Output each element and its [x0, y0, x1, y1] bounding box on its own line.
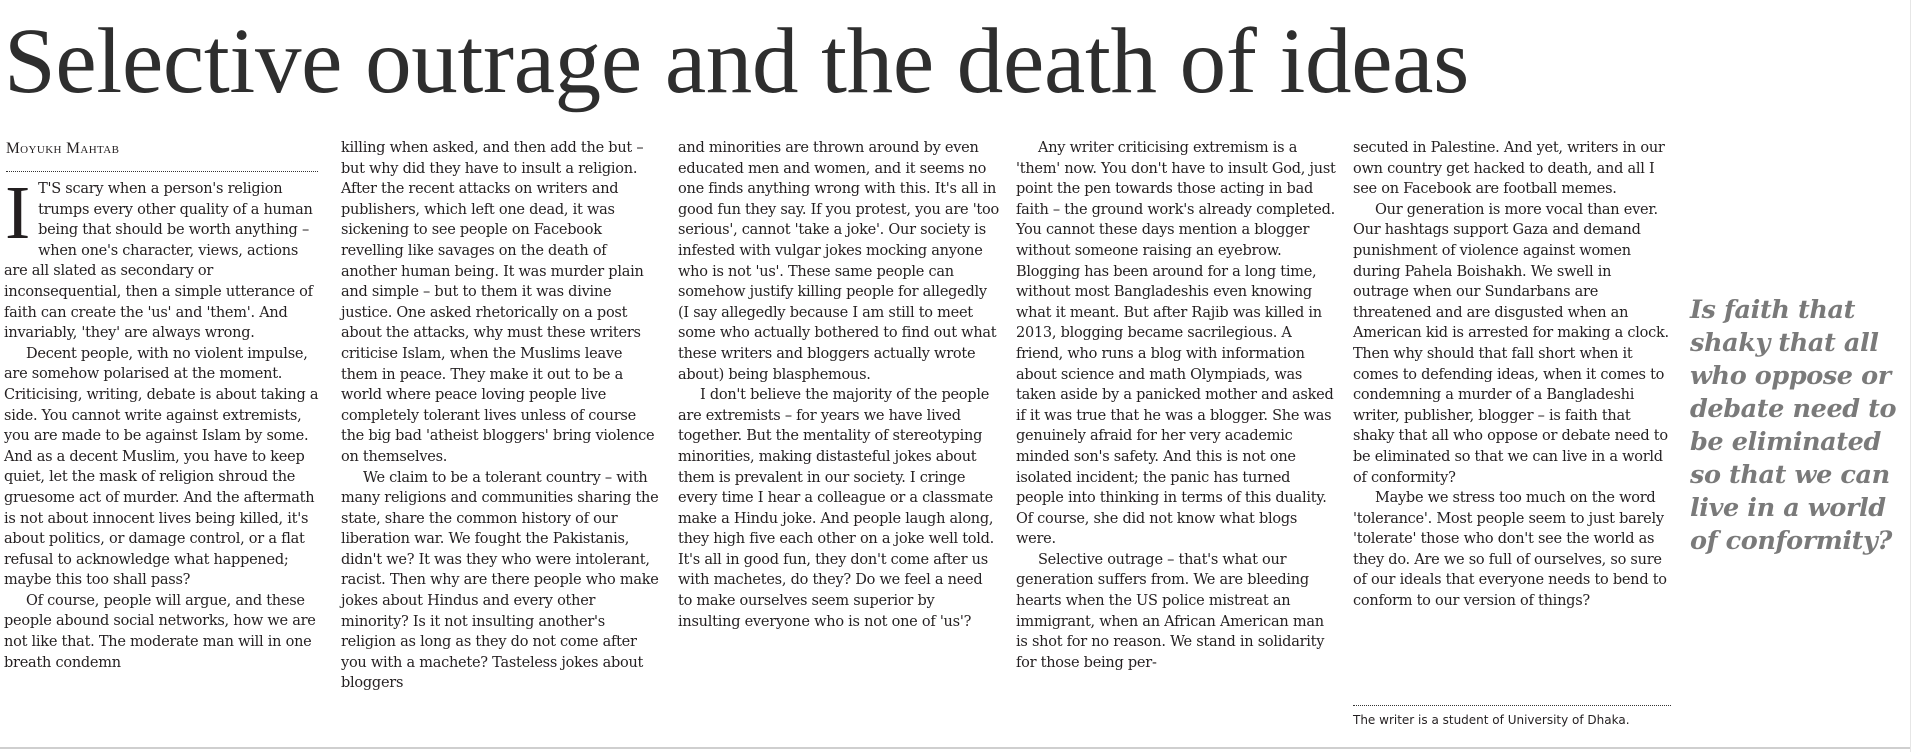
- article-column-4: [1016, 138, 1338, 673]
- paragraph: Maybe we stress too much on the word 'tolerance'. Most people seem to just barely 'tolerate' those who don't see the world as they do. Are we so full of ourselves, so sure of our ideals that everyone needs to bend to conform to our version of things?: [1353, 490, 1667, 610]
- paragraph-text: T'S scary when a person's religion trumps every other quality of a human being that should be worth anything – when one's character, views, actions are all slated as secondary or inconsequential, then a simple utterance of faith can create the 'us' and 'them'. And invariably, 'they' are always wrong.: [4, 181, 313, 342]
- article-end-divider: [1353, 705, 1671, 706]
- article-column-1: [4, 171, 320, 673]
- drop-cap: I: [5, 171, 31, 255]
- paragraph: Of course, people will argue, and these people abound social networks, how we are not like that. The moderate man will in one breath condemn: [4, 592, 316, 671]
- paragraph: killing when asked, and then add the but – but why did they have to insult a religion. After the recent attacks on writers and publishers, which left one dead, it was sickening to see people on Facebook revelling like savages on the death of another human being. It was murder plain and simple – but to them it was divine justice. One asked rhetorically on a post about the attacks, why must these writers criticise Islam, when the Muslims leave them in peace. They make it out to be a world where peace loving people live completely tolerant lives unless of course the big bad 'atheist bloggers' bring violence on themselves.: [341, 140, 655, 465]
- paragraph: secuted in Palestine. And yet, writers in our own country get hacked to death, and all I see on Facebook are football memes.: [1353, 140, 1665, 198]
- page-right-edge: [1910, 0, 1919, 752]
- page-bottom-rule: [0, 747, 1919, 749]
- paragraph: Selective outrage – that's what our generation suffers from. We are bleeding hearts when the US police mistreat an immigrant, when an African American man is shot for no reason. We stand in solidarity for those being per-: [1016, 551, 1325, 671]
- article-column-5: [1353, 138, 1671, 612]
- paragraph: I don't believe the majority of the people are extremists – for years we have lived together. But the mentality of stereotyping minorities, making distasteful jokes about them is prevalent in our society. I cringe every time I hear a colleague or a classmate make a Hindu joke. And people laugh along, they high five each other on a joke well told. It's all in good fun, they don't come after us with machetes, do they? Do we feel a need to make ourselves seem superior by insulting everyone who is not one of 'us'?: [678, 387, 995, 630]
- paragraph: Our generation is more vocal than ever. Our hashtags support Gaza and demand punishment of violence against women during Pahela Boishakh. We swell in outrage when our Sundarbans are threatened and are disgusted when an American kid is arrested for making a clock. Then why should that fall short when it comes to defending ideas, when it comes to condemning a murder of a Bangladeshi writer, publisher, blogger – is faith that shaky that all who oppose or debate need to be eliminated so that we can live in a world of conformity?: [1353, 201, 1669, 486]
- paragraph: Any writer criticising extremism is a 'them' now. You don't have to insult God, just point the pen towards those acting in bad faith – the ground work's already completed. You cannot these days mention a blogger without someone raising an eyebrow. Blogging has been around for a long time, without most Bangladeshis even knowing what it meant. But after Rajib was killed in 2013, blogging became sacrilegious. A friend, who runs a blog with information about science and math Olympiads, was taken aside by a panicked mother and asked if it was true that he was a blogger. She was genuinely afraid for her very academic minded son's safety. And this is not one isolated incident; the panic has turned people into thinking in terms of this duality. Of course, she did not know what blogs were.: [1016, 140, 1336, 548]
- byline-divider: [6, 171, 318, 172]
- paragraph: Decent people, with no violent impulse, are somehow polarised at the moment. Criticising, writing, debate is about taking a side. You cannot write against extremists, you are made to be against Islam by some. And as a decent Muslim, you have to keep quiet, let the mask of religion shroud the gruesome act of murder. And the aftermath is not about innocent lives being killed, it's about politics, or damage control, or a flat refusal to acknowledge what happened; maybe this too shall pass?: [4, 345, 319, 589]
- byline: Moyukh Mahtab: [6, 140, 120, 157]
- article-column-2: [341, 138, 661, 694]
- paragraph: and minorities are thrown around by even educated men and women, and it seems no one finds anything wrong with this. It's all in good fun they say. If you protest, you are 'too serious', cannot 'take a joke'. Our society is infested with vulgar jokes mocking anyone who is not 'us'. These same people can somehow justify killing people for allegedly (I say allegedly because I am still to meet some who actually bothered to find out what these writers and bloggers actually wrote about) being blasphemous.: [678, 140, 999, 383]
- article-column-3: [678, 138, 1000, 632]
- paragraph: We claim to be a tolerant country – with many religions and communities sharing the state, share the common history of our liberation war. We fought the Pakistanis, didn't we? It was they who were intolerant, racist. Then why are there people who make jokes about Hindus and every other minority? Is it not insulting another's religion as long as they do not come after you with a machete? Tasteless jokes about bloggers: [341, 469, 659, 692]
- paragraph: [4, 171, 320, 344]
- pull-quote: Is faith that shaky that all who oppose or debate need to be eliminated so that we can live in a world of conformity?: [1690, 295, 1897, 556]
- headline: Selective outrage and the death of ideas: [4, 10, 1470, 113]
- author-credit: The writer is a student of University of Dhaka.: [1353, 713, 1630, 727]
